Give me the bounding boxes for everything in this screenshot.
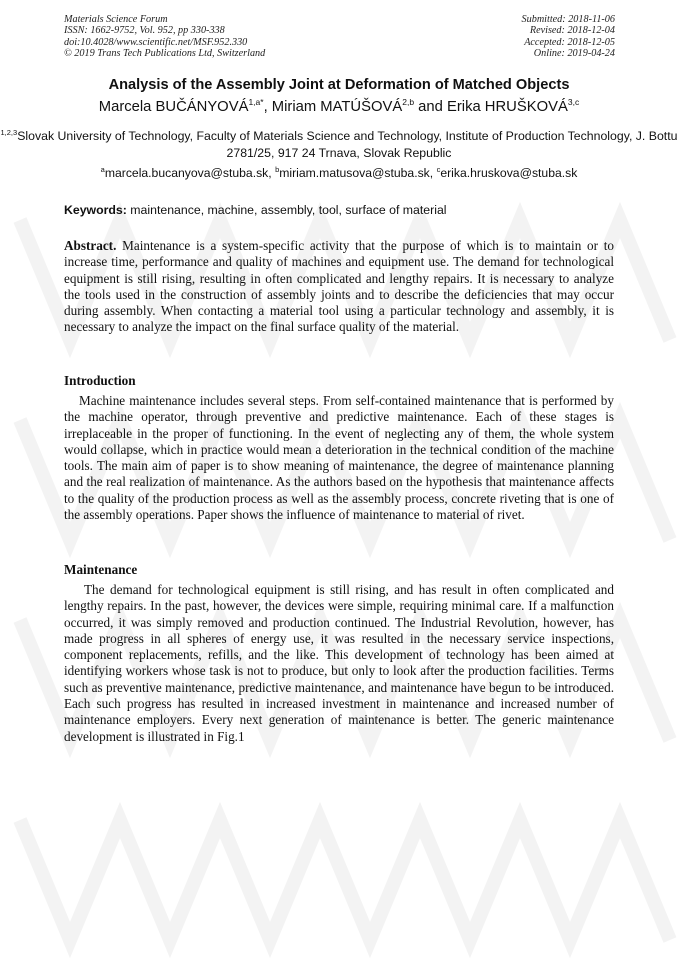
section-text-maintenance: The demand for technological equipment is still rising, and has result in often complicated and lengthy repairs. In the past, however, the devices were simple, requiring minimal care. If a malfunction occurred, it was simply removed and production continued. The Industrial Revolution, however, has made progress in all spheres of energy use, it was resulted in the necessary service inspections, component replacements, refills, and the like. This development of technology has been aimed at identifying workers whose task is not to produce, but only to look after the production facilities. Terms such as preventive maintenance, predictive maintenance, and maintenance have begun to be introduced. Each such progress has resulted in increased investment in maintenance and increased number of maintenance employers. Every next generation of maintenance is better. The generic maintenance development is illustrated in Fig.1: [64, 582, 614, 744]
submitted-date: Submitted: 2018-11-06: [521, 14, 615, 25]
section-text-introduction: Machine maintenance includes several steps. From self-contained maintenance that is performed by the machine operator, through preventive and predictive maintenance. Each of these stages is irreplaceable in the proper of functioning. In the event of neglecting any of them, the whole system would collapse, which in practice would mean a deterioration in the technical condition of the machine tools. The main aim of paper is to show meaning of maintenance, the degree of maintenance planning and the real realization of maintenance. As the authors based on the hypothesis that maintenance affects to the quality of the production process as well as the assembly process, concrete riveting that is one of the assembly operations. Paper shows the influence of maintenance to material of rivet.: [64, 393, 614, 523]
email-mark: c: [436, 165, 441, 174]
abstract-text: Maintenance is a system-specific activity that the purpose of which is to maintain or to increase time, performance and quality of machines and equipment use. The demand for technological equipment is still rising, resulting in often complicated and lengthy repairs. It is necessary to analyze the tools used in the construction of assembly joints and to describe the deficiencies that may occur during assembly. When contacting a material tool using a particular technology and assembly, it is necessary to analyze the impact on the final surface quality of the material.: [64, 238, 614, 335]
paper-title: Analysis of the Assembly Joint at Deformation of Matched Objects: [108, 77, 570, 93]
abstract: [64, 238, 614, 336]
keywords: [64, 203, 447, 217]
affiliation-mark: 1,2,3: [0, 128, 18, 137]
author-name: Marcela BUČÁNYOVÁ: [98, 99, 249, 115]
author-list: [0, 99, 678, 115]
section-heading-introduction: Introduction: [64, 373, 136, 388]
keywords-text: maintenance, machine, assembly, tool, surface of material: [130, 203, 447, 217]
revised-date: Revised: 2018-12-04: [529, 25, 615, 37]
submission-dates: [522, 14, 615, 59]
author-affiliation-mark: 2,b: [402, 97, 415, 107]
accepted-date: Accepted: 2018-12-05: [524, 36, 615, 48]
affiliation-text: Slovak University of Technology, Faculty of Materials Science and Technology, Institute of Production Technology, J. Bottu 2781/25, 917 24 Trnava, Slovak Republic: [17, 129, 678, 160]
online-date: Online: 2019-04-24: [533, 47, 615, 59]
journal-info: [64, 14, 265, 59]
email-mark: b: [275, 165, 280, 174]
keywords-label: Keywords:: [64, 203, 127, 217]
journal-issn: ISSN: 1662-9752, Vol. 952, pp 330-338: [64, 25, 225, 37]
email-mark: a: [100, 165, 105, 174]
affiliation: [0, 128, 678, 161]
journal-copyright: © 2019 Trans Tech Publications Ltd, Switzerland: [64, 47, 266, 59]
author-name: Erika HRUŠKOVÁ: [446, 99, 568, 115]
email-address: erika.hruskova@stuba.sk: [440, 166, 578, 180]
section-heading-maintenance: Maintenance: [64, 562, 138, 577]
journal-name: Materials Science Forum: [64, 14, 168, 25]
journal-doi: doi:10.4028/www.scientific.net/MSF.952.330: [64, 36, 248, 48]
author-name: Miriam MATÚŠOVÁ: [271, 99, 403, 115]
author-emails: $^a$marcela.bucanyova@stuba.sk, $^b$miriam.matusova@stuba.sk, $^c$erika.hruskova@stuba.sk: [100, 165, 578, 180]
author-separator: ,: [263, 99, 272, 115]
email-address: marcela.bucanyova@stuba.sk: [104, 166, 269, 180]
author-separator: and: [414, 99, 447, 115]
email-address: miriam.matusova@stuba.sk: [279, 166, 430, 180]
abstract-label: Abstract.: [64, 238, 117, 253]
author-affiliation-mark: 1,a*: [248, 97, 264, 107]
author-affiliation-mark: 3,c: [567, 97, 580, 107]
